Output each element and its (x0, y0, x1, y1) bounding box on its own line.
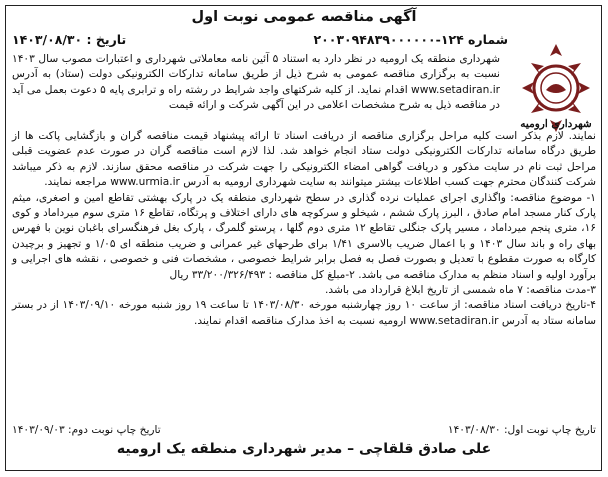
conditions-paragraph: نمایند. لازم بذکر است کلیه مراحل برگزاری مناقصه از دریافت اسناد تا ارائه پیشنهاد قیمت مناقصه گران و بازگشایی پاکت ها از طریق درگاه سامانه تدارکات الکترونیکی دولت ستاد انجام خواهد شد. لذا لازم است مناقصه گران در صورت عدم عضویت قبلی مراحل ثبت نام در سایت مذکور و دریافت گواهی امضاء الکترونیکی را جهت شرکت در مناقصه محقق سازند. لازم به ذکر میباشد شرکت کنندگان محترم جهت کسب اطلاعات بیشتر میتوانند به سایت شهرداری ارومیه به آدرس www.urmia.ir مراجعه نمایند. (12, 130, 596, 189)
documents-paragraph: ۴-تاریخ دریافت اسناد مناقصه: از ساعت ۱۰ روز چهارشنبه مورخه ۱۴۰۳/۰۸/۳۰ تا ساعت ۱۹ روز شنبه مورخه ۱۴۰۳/۰۹/۱۰ از در بستر سامانه ستاد به آدرس www.setadiran.ir ارومیه نسبت به اخذ مدارک مناقصه اقدام نمایند. (12, 299, 596, 327)
notice-number: شماره ۱۲۴-۲۰۰۳۰۹۴۸۳۹۰۰۰۰۰۰ (313, 32, 508, 47)
duration-paragraph: ۳-مدت مناقصه: ۷ ماه شمسی از تاریخ ابلاغ قرارداد می باشد. (325, 284, 596, 297)
signature-line: علی صادق قلقاچی – مدیر شهرداری منطقه یک ارومیه (116, 441, 492, 457)
intro-paragraph: شهرداری منطقه یک ارومیه در نظر دارد به استناد ۵ آئین نامه معاملاتی شهرداری و اعتبارات مصوب سال ۱۴۰۳ نسبت به برگزاری مناقصه عمومی به شرح ذیل از طریق سامانه تدارکات الکترونیکی دولت (ستاد) به آدرس www.setadiran.ir اقدام نماید. از کلیه شرکتهای واجد شرایط در رشته راه و ترابری پایه ۵ دعوت بعمل می آید در مناقصه ذیل به شرح مشخصات اعلامی در این آگهی شرکت و ارائه قیمت (12, 53, 500, 112)
notice-body (12, 129, 596, 329)
print-date-second: تاریخ چاپ نوبت دوم: ۱۴۰۳/۰۹/۰۳ (12, 424, 161, 436)
logo-caption: شهرداری ارومیه (520, 118, 592, 130)
notice-date: تاریخ : ۱۴۰۳/۰۸/۳۰ (12, 32, 127, 47)
print-date-first: تاریخ چاپ نوبت اول: ۱۴۰۳/۰۸/۳۰ (447, 424, 596, 436)
notice-title: آگهی مناقصه عمومی نوبت اول (191, 9, 417, 25)
subject-paragraph: ۱- موضوع مناقصه: واگذاری اجرای عملیات نرده گذاری در سطح شهرداری منطقه یک در پارک بهشتی تقاطع امین و اصغری، میثم پارک کنار مسجد امام صادق ، البرز پارک ششم ، شیخلو و سرکوچه های دارای اختلاف و پرتگاه، تقاطع ۱۶ متری سوم میرداماد و کوی ۱۶، متری پنجم میرداماد ، مسیر پارک جنگلی تقاطع ۱۲ متری دوم گلها ، پرستو گلمرگ ، پارک بغل فرهنگسرای باغبان نوین با فهرس بهای راه و باند سال ۱۴۰۳ و با اعمال ضریب بالاسری ۱/۴۱ برای طرحهای غیر عمرانی و ضریب منطقه ای ۱/۰۵ و تجهیز و برچیدن کارگاه به صورت مقطوع با تعدیل و بصورت فصل به فصل برابر شرایط خصوصی ، مشخصات فنی و خصوصی ، نقشه های اجرایی و برآورد اولیه و اسناد منظم به مدارک مناقصه می باشد. ۲-مبلغ کل مناقصه : ۳۳/۲۰۰/۳۲۶/۴۹۳ ریال (12, 191, 597, 281)
